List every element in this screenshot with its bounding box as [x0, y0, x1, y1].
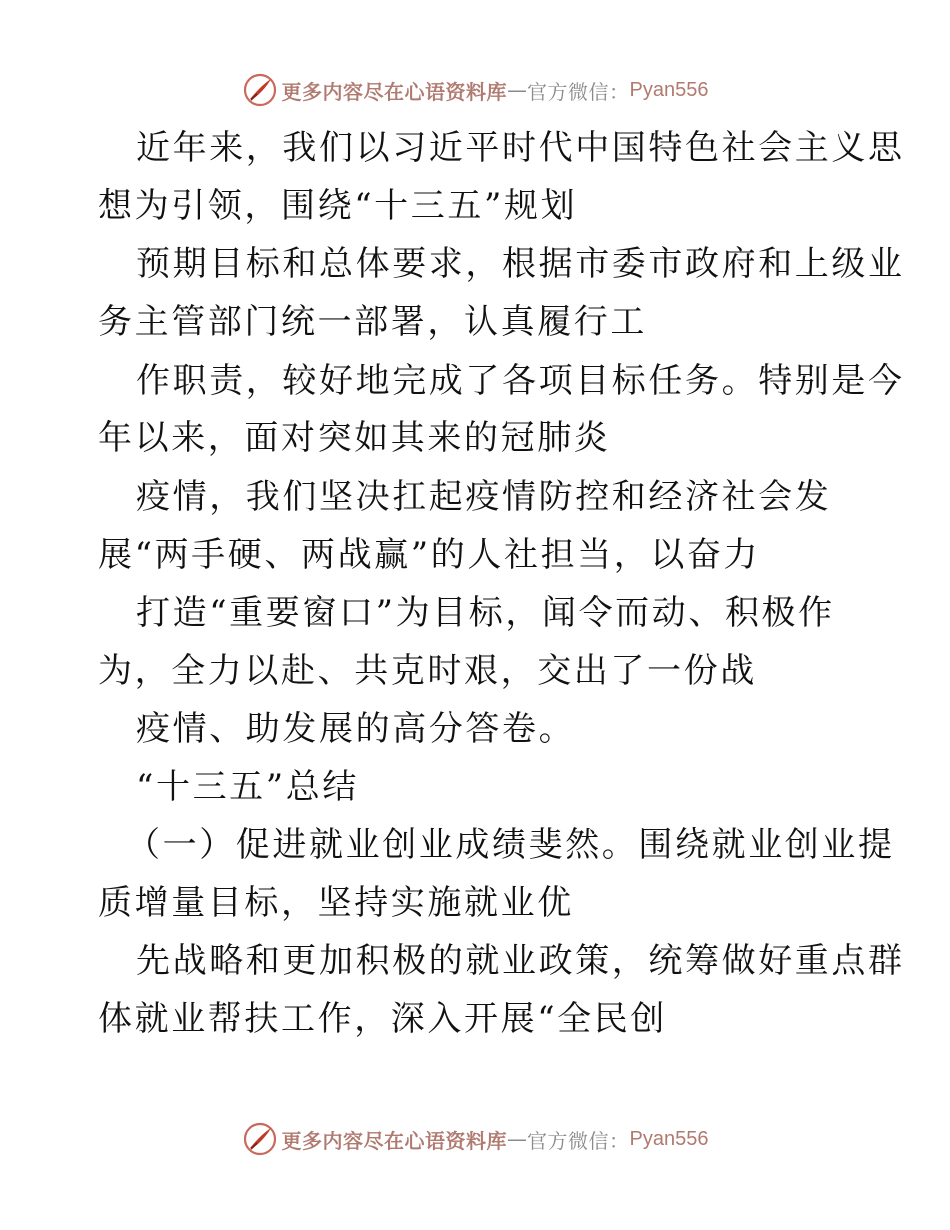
text-line-8: 展“两手硬、两战赢”的人社担当，以奋力 [98, 535, 761, 575]
footer-watermark [0, 1121, 950, 1157]
text-line-9: 打造“重要窗口”为目标，闻令而动、积极作 [136, 593, 835, 633]
text-line-2: 想为引领，围绕“十三五”规划 [98, 186, 578, 226]
watermark-separator: — [507, 78, 528, 102]
watermark-wechat-id: Pyan556 [629, 1127, 709, 1150]
quill-logo-icon [242, 1121, 278, 1157]
header-watermark [0, 72, 950, 108]
text-line-3: 预期目标和总体要求，根据市委市政府和上级业 [136, 244, 905, 284]
text-line-15: 先战略和更加积极的就业政策，统筹做好重点群 [136, 941, 905, 981]
text-line-13: （一）促进就业创业成绩斐然。围绕就业创业提 [126, 825, 895, 865]
watermark-wechat-label: 官方微信： [527, 79, 630, 104]
text-line-16: 体就业帮扶工作，深入开展“全民创 [98, 999, 667, 1039]
text-line-5: 作职责，较好地完成了各项目标任务。特别是今 [136, 361, 905, 401]
watermark-brand-text: 更多内容尽在心语资料库 [281, 79, 508, 104]
watermark-wechat-id: Pyan556 [629, 78, 709, 101]
text-line-14: 质增量目标，坚持实施就业优 [98, 883, 574, 923]
quill-logo-icon [242, 72, 278, 108]
text-line-4: 务主管部门统一部署，认真履行工 [98, 302, 647, 342]
section-heading: “十三五”总结 [136, 767, 359, 807]
text-line-11: 疫情、助发展的高分答卷。 [136, 709, 576, 749]
watermark-wechat-label: 官方微信： [527, 1128, 630, 1153]
watermark-brand-text: 更多内容尽在心语资料库 [281, 1128, 508, 1153]
text-line-1: 近年来，我们以习近平时代中国特色社会主义思 [136, 128, 905, 168]
text-line-7: 疫情，我们坚决扛起疫情防控和经济社会发 [136, 477, 832, 517]
text-line-10: 为，全力以赴、共克时艰，交出了一份战 [98, 651, 757, 691]
watermark-separator: — [507, 1127, 528, 1151]
text-line-6: 年以来，面对突如其来的冠肺炎 [98, 418, 611, 458]
